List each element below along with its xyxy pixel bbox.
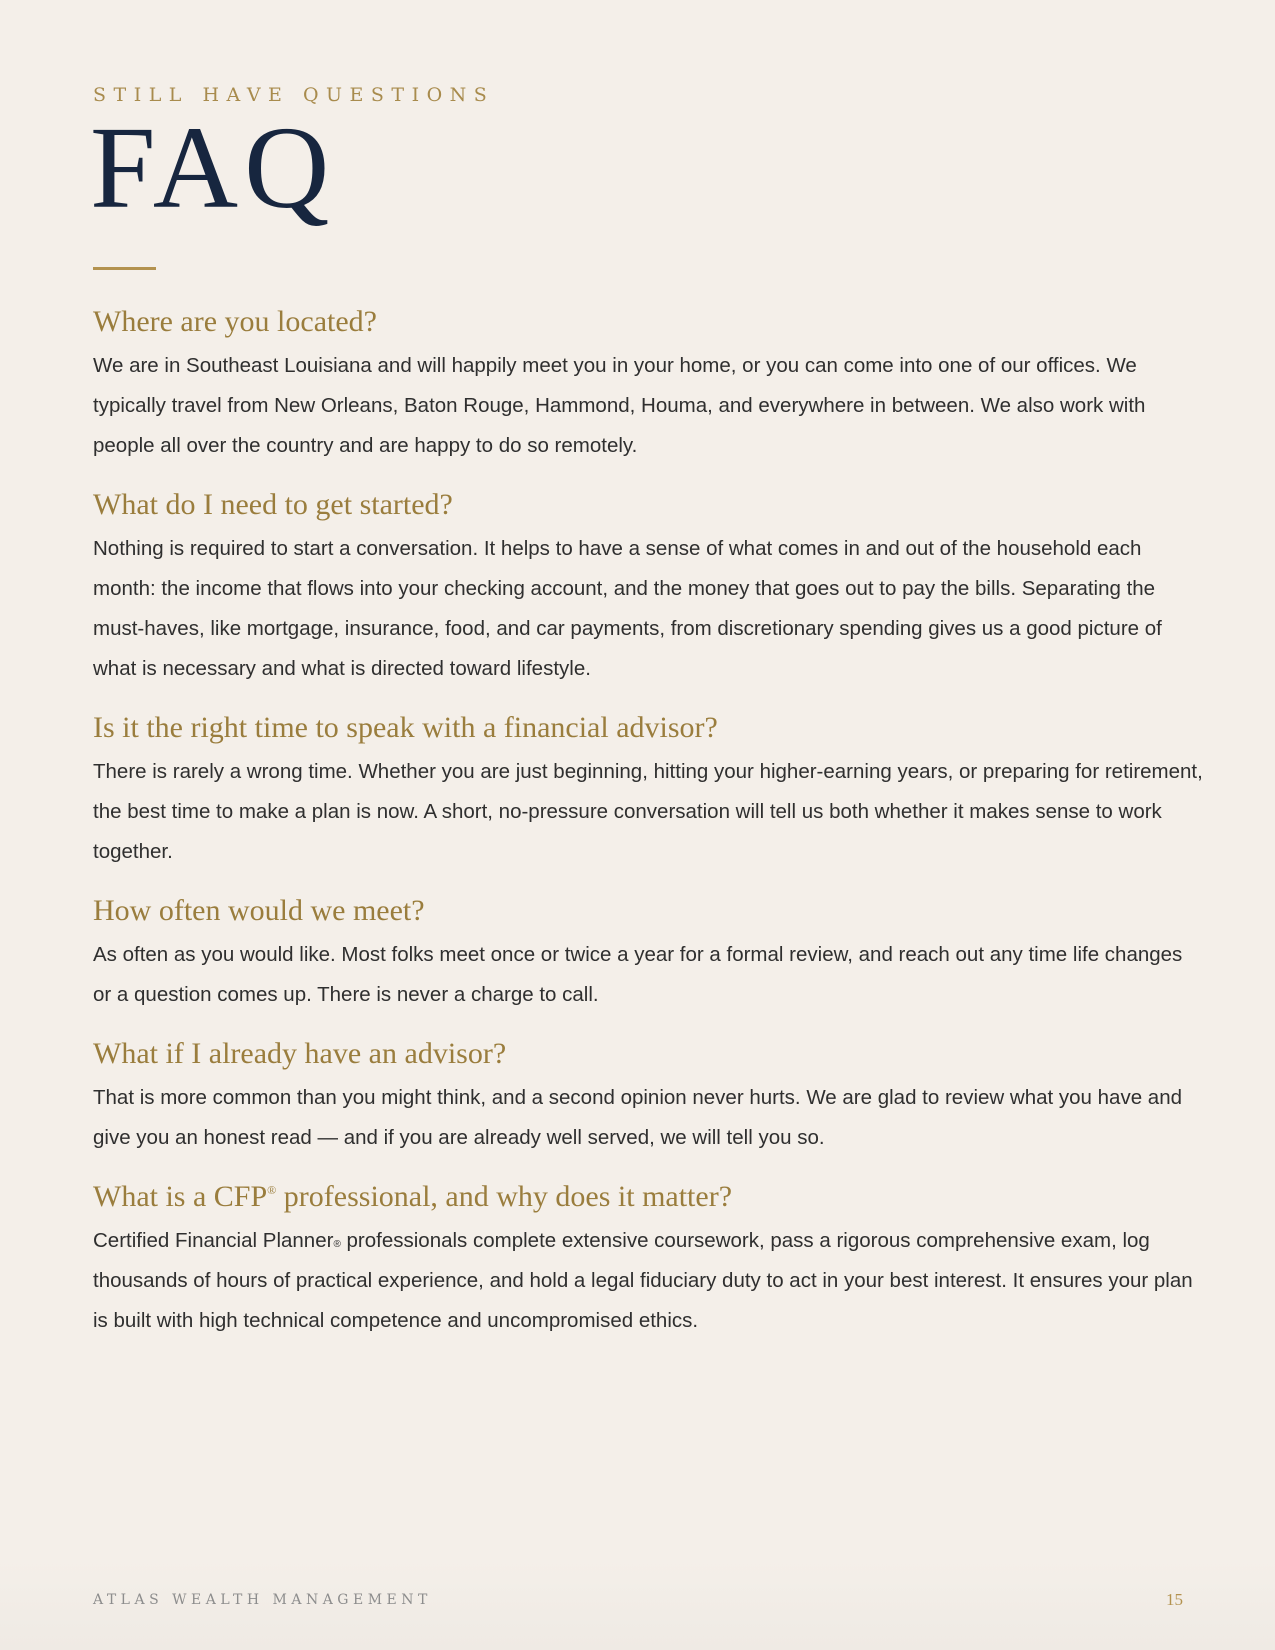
faq-item-right-time <box>93 711 1203 872</box>
registered-mark: ® <box>267 1183 277 1197</box>
faq-answer: That is more common than you might think, and a second opinion never hurts. We are glad to review what you have and give you an honest read — and if you are already well served, we will tell you so. <box>93 1086 1183 1149</box>
faq-question: How often would we meet? <box>93 894 425 927</box>
faq-item-get-started <box>93 488 1203 689</box>
faq-question: Where are you located? <box>93 305 377 338</box>
page-number: 15 <box>1166 1590 1183 1609</box>
page-header <box>90 84 495 233</box>
faq-question-text: professional, and why does it matter? <box>276 1180 733 1213</box>
faq-answer: There is rarely a wrong time. Whether you are just beginning, hitting your higher-earning years, or preparing for retirement, the best time to make a plan is now. A short, no-pressure conversation will tell us both whether it makes sense to work together. <box>93 760 1203 863</box>
faq-item-location <box>93 305 1203 466</box>
faq-answer: We are in Southeast Louisiana and will happily meet you in your home, or you can come into one of our offices. We typically travel from New Orleans, Baton Rouge, Hammond, Houma, and everywhere in between. We also work with people all over the country and are happy to do so remotely. <box>93 354 1146 457</box>
faq-question <box>93 1180 1203 1213</box>
faq-question-text: What is a CFP <box>93 1180 268 1213</box>
faq-question: Is it the right time to speak with a financial advisor? <box>93 711 718 744</box>
faq-item-meeting-frequency <box>93 894 1203 1015</box>
footer-brand: ATLAS WEALTH MANAGEMENT <box>93 1592 432 1608</box>
faq-answer: Nothing is required to start a conversation. It helps to have a sense of what comes in and out of the household each month: the income that flows into your checking account, and the money that goes out to pay the bills. Separating the must-haves, like mortgage, insurance, food, and car payments, from discretionary spending gives us a good picture of what is necessary and what is directed toward lifestyle. <box>93 537 1162 680</box>
faq-question: What if I already have an advisor? <box>93 1037 507 1070</box>
eyebrow-label: STILL HAVE QUESTIONS <box>93 84 495 106</box>
faq-item-cfp-professional <box>93 1180 1203 1341</box>
accent-divider <box>93 267 156 270</box>
page-title: FAQ <box>90 102 336 233</box>
page-footer <box>0 1560 1275 1650</box>
faq-answer-text: Certified Financial Planner <box>93 1229 334 1252</box>
faq-list <box>93 305 1203 1363</box>
faq-question: What do I need to get started? <box>93 488 453 521</box>
faq-answer: As often as you would like. Most folks meet once or twice a year for a formal review, and reach out any time life changes or a question comes up. There is never a charge to call. <box>93 943 1183 1006</box>
faq-answer-text: professionals complete extensive coursework, pass a rigorous comprehensive exam, log thousands of hours of practical experience, and hold a legal fiduciary duty to act in your best interest. It ensures your plan is built with high technical competence and uncompromised ethics. <box>93 1229 1193 1332</box>
registered-mark: ® <box>333 1239 341 1250</box>
faq-item-existing-advisor <box>93 1037 1203 1158</box>
faq-answer <box>93 1221 1203 1341</box>
